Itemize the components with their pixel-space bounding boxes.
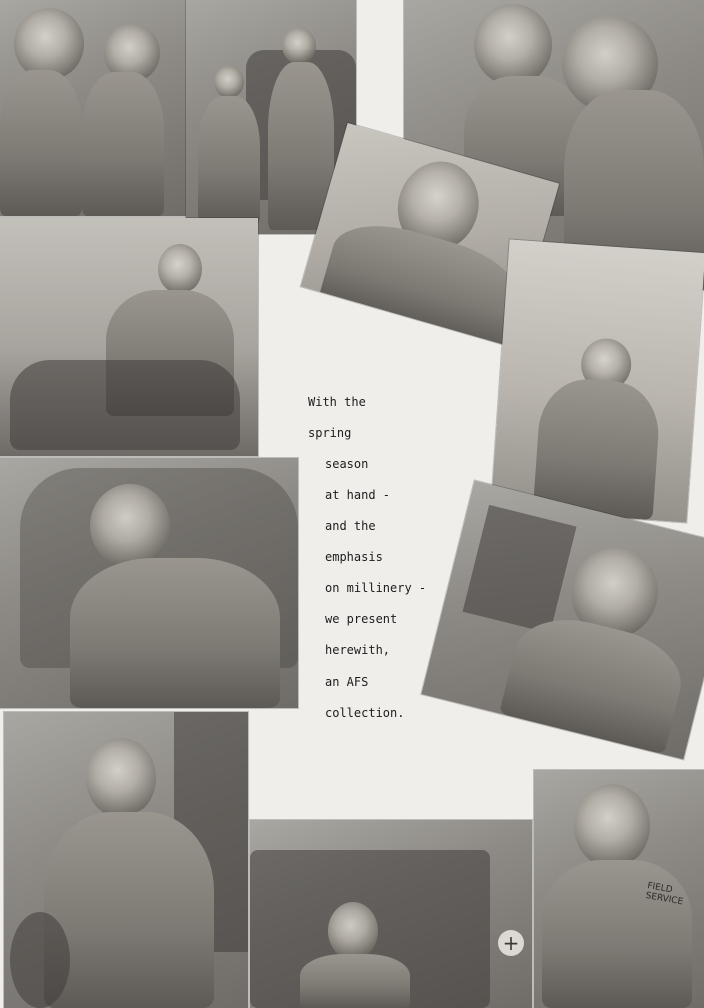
shirtless-head bbox=[86, 738, 156, 818]
headphones-head bbox=[574, 784, 650, 868]
truck-window bbox=[463, 505, 577, 634]
photo-soldier-headphones bbox=[534, 770, 704, 1008]
officer-body-1 bbox=[198, 96, 260, 224]
motorcycle-shape bbox=[10, 360, 240, 450]
caption-line-2: spring bbox=[308, 426, 352, 440]
caption-line-10: an AFS bbox=[325, 675, 369, 689]
caption-line-5: and the bbox=[325, 519, 376, 533]
shaved-head bbox=[328, 902, 378, 960]
photo-shaved-head-man bbox=[250, 820, 532, 1008]
caption-line-1: With the bbox=[308, 395, 366, 409]
caption-line-11: collection. bbox=[325, 706, 405, 720]
photo-motorcyclist bbox=[0, 218, 258, 456]
slouch-body bbox=[499, 607, 691, 755]
caption-line-9: herewith, bbox=[325, 643, 391, 657]
truck-wheel bbox=[10, 912, 70, 1008]
caption-line-6: emphasis bbox=[325, 550, 383, 564]
rider-head bbox=[158, 244, 202, 294]
red-cross-emblem: + bbox=[498, 930, 524, 956]
headphones-body bbox=[542, 860, 692, 1008]
helmet-body bbox=[70, 558, 280, 708]
photo-smiling-soldier-helmet bbox=[0, 458, 298, 708]
beret-head-1 bbox=[474, 4, 552, 86]
pith-body bbox=[533, 376, 662, 520]
officer-head-2 bbox=[282, 28, 316, 64]
soldier-body-2 bbox=[82, 72, 164, 216]
shirtless-body bbox=[44, 812, 214, 1008]
helmet-head bbox=[90, 484, 170, 568]
photo-shirtless-man bbox=[4, 712, 248, 1008]
shaved-body bbox=[300, 954, 410, 1008]
caption-line-8: we present bbox=[325, 612, 398, 626]
photo-soldier-pith-helmet bbox=[491, 239, 704, 522]
caption-line-7: on millinery - bbox=[325, 581, 427, 595]
soldier-body-1 bbox=[0, 70, 82, 216]
officer-head-1 bbox=[214, 66, 244, 98]
ambulance-door-text: FIELD SERVICE bbox=[644, 881, 684, 908]
photo-soldiers-in-helmets bbox=[0, 0, 186, 216]
photo-man-slouch-hat bbox=[421, 481, 704, 760]
caption-line-3: season bbox=[325, 457, 369, 471]
caption-line-4: at hand - bbox=[325, 488, 391, 502]
